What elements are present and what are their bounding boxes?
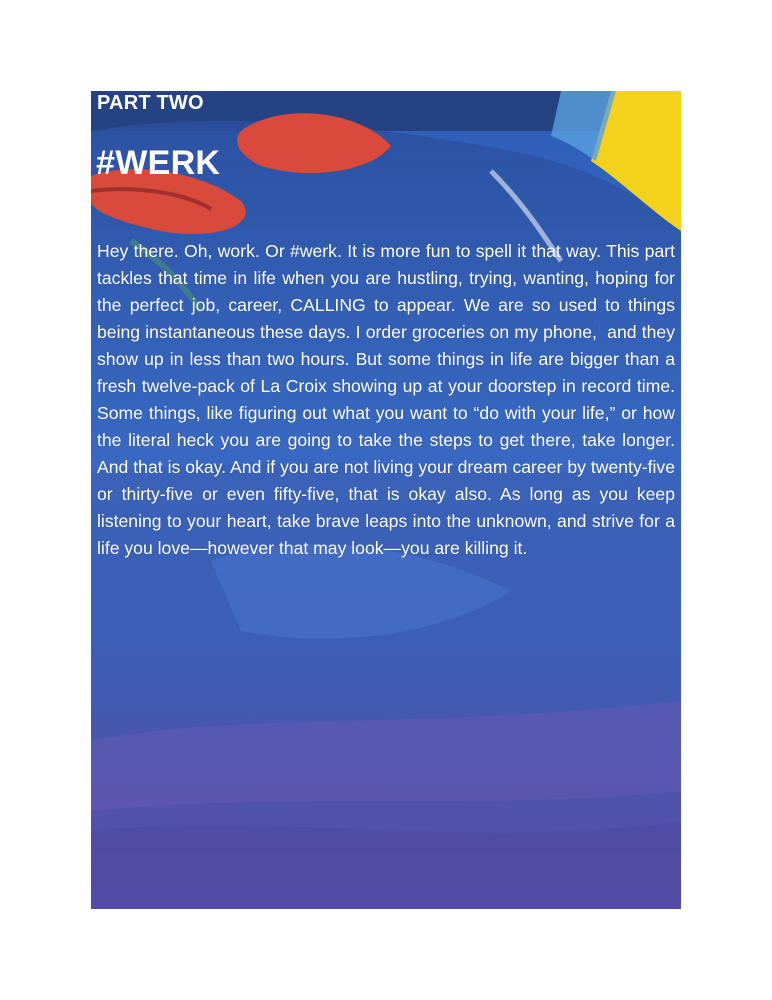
footnote-marker[interactable]: 1 [596,323,602,334]
intro-paragraph [97,238,675,562]
paragraph-text-start: Hey there. Oh, work. Or #werk. It is more fun to spell it that way. This part tackles that time in life when you are hustling, trying, wanting, hoping for the perfect job, career, CALLING to appear. We are so used to things being instantaneous these days. I order groceries on my phone, [97,241,675,342]
violet-bottom-shape [91,821,681,909]
paragraph-text-end: and they show up in less than two hours. But some things in life are bigger than a fresh twelve-pack of La Croix showing up at your doorstep in record time. Some things, like figuring out what you want to “do with your life,” or how the literal heck you are going to take the steps to get there, take longer. And that is okay. And if you are not living your dream career by twenty-five or thirty-five or even fifty-five, that is okay also. As long as you keep listening to your heart, take brave leaps into the unknown, and strive for a life you love—however that may look—you are killing it. [97,322,676,558]
part-title: #WERK [96,144,221,182]
part-label: PART TWO [97,92,204,114]
